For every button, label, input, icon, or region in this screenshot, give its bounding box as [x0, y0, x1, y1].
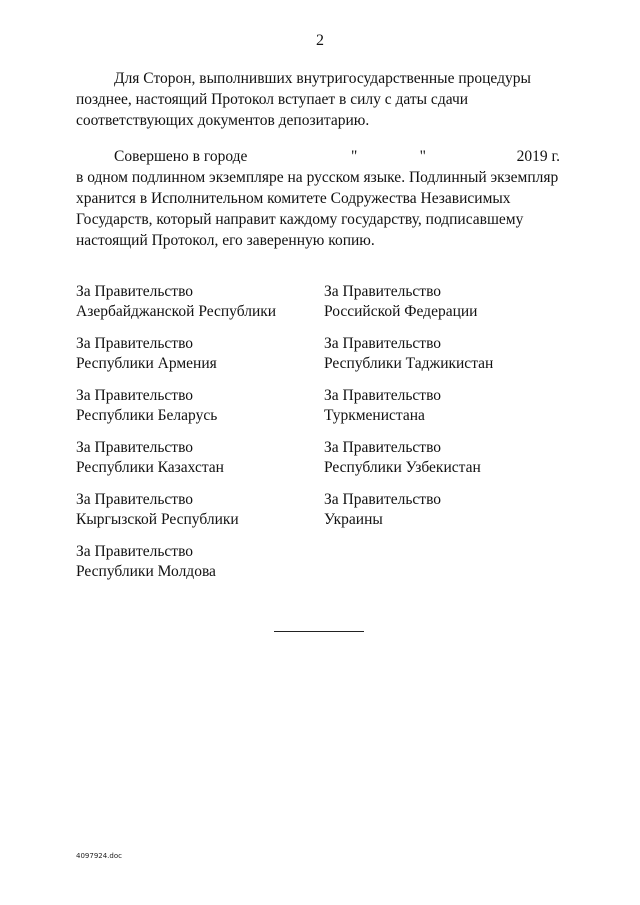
paragraph-line: Для Сторон, выполнивших внутригосударственные процедуры — [114, 70, 531, 87]
signatory-line: За Правительство — [76, 387, 194, 404]
signatory-line: За Правительство — [324, 491, 442, 508]
signatory-country: Республики Молдова — [76, 563, 216, 580]
done-at-paragraph — [76, 146, 560, 251]
signatory-country: Республики Беларусь — [76, 407, 218, 424]
signatory-block — [76, 334, 316, 386]
signatory-block — [324, 334, 564, 386]
quote-close: " — [419, 148, 426, 165]
year-text: 2019 г. — [516, 148, 560, 165]
signatory-line: За Правительство — [324, 439, 442, 456]
signatory-block — [76, 282, 316, 334]
signatory-block — [324, 490, 564, 542]
signatory-line: За Правительство — [324, 283, 442, 300]
signatory-line: За Правительство — [76, 491, 194, 508]
signatory-country: Азербайджанской Республики — [76, 303, 277, 320]
signatory-block — [76, 386, 316, 438]
signatory-country: Республики Казахстан — [76, 459, 224, 476]
signatory-line: За Правительство — [324, 335, 442, 352]
signatory-country: Российской Федерации — [324, 303, 478, 320]
signatory-block — [324, 386, 564, 438]
paragraph-line: Государств, который направит каждому государству, подписавшему — [76, 211, 524, 228]
signatory-block — [324, 282, 564, 334]
signatory-block — [324, 438, 564, 490]
signatory-country: Республики Узбекистан — [324, 459, 481, 476]
file-reference: 4097924.doc — [76, 852, 122, 860]
quote-open: " — [351, 148, 358, 165]
signatory-line: За Правительство — [76, 543, 194, 560]
page-number: 2 — [316, 32, 324, 49]
done-at-text: Совершено в городе — [114, 148, 248, 165]
signatory-block — [76, 490, 316, 542]
signatory-country: Туркменистана — [324, 407, 425, 424]
paragraph-line: хранится в Исполнительном комитете Содружества Независимых — [76, 190, 511, 207]
done-at-line — [76, 146, 560, 167]
signatory-country: Украины — [324, 511, 383, 528]
signatories-left-column — [76, 282, 316, 594]
signatory-country: Республики Армения — [76, 355, 217, 372]
signatories-right-column — [324, 282, 564, 542]
signatory-line: За Правительство — [76, 335, 194, 352]
end-of-document-rule — [274, 631, 364, 632]
entry-into-force-paragraph — [76, 68, 560, 131]
date-quotes — [351, 146, 426, 167]
signatory-country: Республики Таджикистан — [324, 355, 494, 372]
paragraph-line: настоящий Протокол, его заверенную копию. — [76, 232, 375, 249]
signatory-country: Кыргызской Республики — [76, 511, 239, 528]
signatory-block — [76, 438, 316, 490]
paragraph-line: в одном подлинном экземпляре на русском языке. Подлинный экземпляр — [76, 169, 559, 186]
signatory-line: За Правительство — [324, 387, 442, 404]
paragraph-line: соответствующих документов депозитарию. — [76, 112, 370, 129]
signatory-line: За Правительство — [76, 283, 194, 300]
signatory-line: За Правительство — [76, 439, 194, 456]
paragraph-line: позднее, настоящий Протокол вступает в силу с даты сдачи — [76, 91, 469, 108]
signatory-block — [76, 542, 316, 594]
